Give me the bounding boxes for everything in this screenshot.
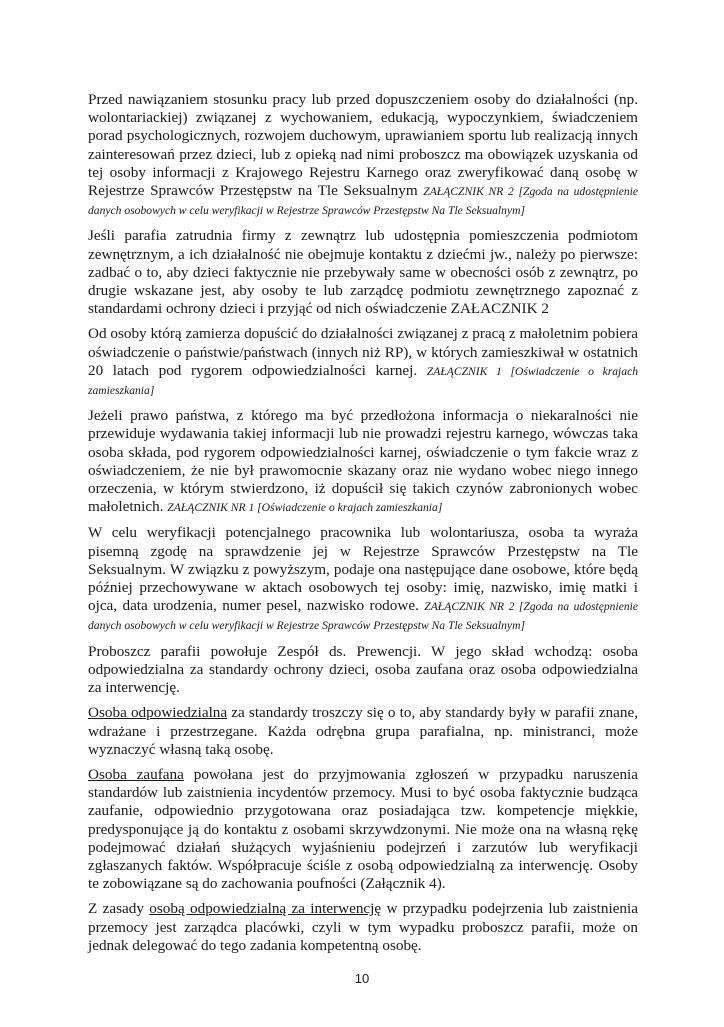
underlined-term: Osoba odpowiedzialna <box>88 704 228 722</box>
paragraph-intervention-person <box>88 900 638 955</box>
page-number: 10 <box>354 970 370 986</box>
paragraph-text: Przed nawiązaniem stosunku pracy lub przed dopuszczeniem osoby do działalności (np. wolontariackiej) związanej z wychowaniem, edukacją, wypoczynkiem, świadczeniem porad psychologicznych, rozwojem duchowym, uprawianiem sportu lub realizacją innych zainteresowań przez dzieci, lub z opieką nad nimi proboszcz ma obowiązek uzyskania od tej osoby informacji z Krajowego Rejestru Karnego oraz zweryfikować daną osobę w Rejestrze Sprawców Przestępstw na Tle Seksualnym <box>88 91 638 200</box>
attachment-reference: ZAŁĄCZNIK NR 2 [Zgoda na udostępnienie danych osobowych w celu weryfikacji w Rejestrze Sprawców Przestępstw Na Tle Seksualnym] <box>88 600 639 633</box>
paragraph-text: Jeśli parafia zatrudnia firmy z zewnątrz lub udostępnia pomieszczenia podmiotom zewnętrznym, a ich działalność nie obejmuje kontaktu z dziećmi jw., należy po pierwsze: zadbać o to, aby dzieci faktycznie nie przebywały same w obecności osób z zewnątrz, po drugie wskazane jest, aby osoby te lub zarządcę podmiotu zewnętrznego zapoznać z standardami ochrony dzieci i przyjąć od nich oświadczenie ZAŁACZNIK 2 <box>88 227 638 318</box>
paragraph-text: W celu weryfikacji potencjalnego pracownika lub wolontariusza, osoba ta wyraża pisemną zgodę na sprawdzenie jej w Rejestrze Sprawców Przestępstw na Tle Seksualnym. W związku z powyższym, podaje ona następujące dane osobowe, które będą później przechowywane w aktach osobowych tej osoby: imię, nazwisko, imię matki i ojca, data urodzenia, numer pesel, nazwisko rodowe. <box>88 524 638 615</box>
paragraph-text: powołana jest do przyjmowania zgłoszeń w przypadku naruszenia standardów lub zaistnienia incydentów przemocy. Musi to być osoba faktycznie budząca zaufanie, odpowiednio przygotowana oraz posiadająca tzw. kompetencje miękkie, predysponujące ją do kontaktu z osobami skrzywdzonymi. Nie może ona na własną rękę podejmować działań służących wyjaśnieniu podejrzeń i zarzutów lub weryfikacji zgłaszanych faktów. Współpracuje ściśle z osobą odpowiedzialną za interwencję. Osoby te zobowiązane są do zachowania poufności (Załącznik 4). <box>88 765 639 893</box>
paragraph-external-firms <box>88 227 638 318</box>
paragraph-text: Proboszcz parafii powołuje Zespół ds. Prewencji. W jego skład wchodzą: osoba odpowiedzialna za standardy ochrony dzieci, osoba zaufana oraz osoba odpowiedzialna za interwencję. <box>88 642 638 697</box>
paragraph-residence-statement <box>88 325 638 400</box>
underlined-term: osobą odpowiedzialną za interwencję <box>149 900 382 918</box>
paragraph-trusted-person <box>88 766 638 893</box>
paragraph-text: za standardy troszczy się o to, aby standardy były w parafii znane, wdrażane i przestrzegane. Każda odrębna grupa parafialna, np. ministranci, może wyznaczyć własną taką osobę. <box>88 704 638 758</box>
paragraph-text: w przypadku podejrzenia lub zaistnienia przemocy jest zarządca placówki, czyli w tym wypadku proboszcz parafii, może on jednak delegować do tego zadania kompetentną osobę. <box>88 900 638 954</box>
attachment-reference: ZAŁĄCZNIK NR 2 [Zgoda na udostępnienie danych osobowych w celu weryfikacji w Rejestrze Sprawców Przestępstw Na Tle Seksualnym] <box>88 185 639 218</box>
paragraph-responsible-person <box>88 704 638 759</box>
paragraph-text: Jeżeli prawo państwa, z którego ma być przedłożona informacja o niekaralności nie przewiduje wydawania takiej informacji lub nie prowadzi rejestru karnego, wówczas taka osoba składa, pod rygorem odpowiedzialności karnej, oświadczenie o tym fakcie wraz z oświadczeniem, że nie był prawomocnie skazany oraz nie wydano wobec niego innego orzeczenia, w którym stwierdzono, iż dopuścił się takich czynów zabronionych wobec małoletnich. <box>88 407 638 516</box>
paragraph-foreign-law <box>88 407 638 517</box>
underlined-term: Osoba zaufana <box>88 765 184 783</box>
paragraph-verification-consent <box>88 524 638 635</box>
attachment-reference: ZAŁĄCZNIK NR 1 [Oświadczenie o krajach zamieszkania] <box>167 501 443 515</box>
paragraph-text: Od osoby którą zamierza dopuścić do działalności związanej z pracą z małoletnim pobiera oświadczenie o państwie/państwach (innych niż RP), w których zamieszkiwał w ostatnich 20 latach pod rygorem odpowiedzialności karnej. <box>88 325 638 379</box>
paragraph-prefix: Z zasady <box>88 900 150 918</box>
paragraph-background-check <box>88 91 638 220</box>
paragraph-prevention-team <box>88 643 638 698</box>
attachment-reference: ZAŁĄCZNIK 1 [Oświadczenie o krajach zamieszkania] <box>88 364 639 398</box>
